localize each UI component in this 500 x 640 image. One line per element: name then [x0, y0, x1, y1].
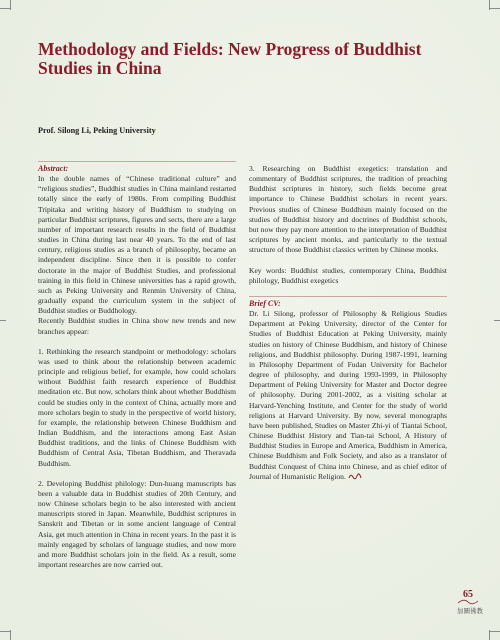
point-2-paragraph: 2. Developing Buddhist philology: Dun-huang manuscripts has been a valuable data in Buddhist studies of 20th Century, and now Chinese scholars begin to be also interested with ancient manuscripts stored in Japan. Meanwhile, Buddhist scriptures in Sanskrit and Tibetan or in some ancient language of Central Asia, get much attention in China in recent years. In the past it is mainly engaged by scholars of language studies, and now more and more Buddhist scholars join in the field. As a result, some important researches are now carried out.: [38, 478, 236, 570]
crop-mark: [10, 0, 11, 10]
point-3-paragraph: 3. Researching on Buddhist exegetics: translation and commentary of Buddhist scriptures, the tradition of preaching Buddhist scriptures in history, such fields become great importance to Chinese Buddhist scholars in recent years. Previous studies of Chinese Buddhism mainly focused on the studies of Buddhist history and doctrines of Buddhist schools, but now they pay more attention to the interpretation of Buddhist scriptures by ancient monks, and particularly to the textual structure of those Buddhist classics written by Chinese monks.: [249, 164, 447, 255]
footer-logo-text: 加圖佛教: [457, 607, 483, 615]
end-mark-icon: [348, 472, 362, 480]
crop-mark: [490, 631, 500, 632]
abstract-paragraph: In the double names of “Chinese traditional culture” and “religious studies”, Buddhist studies in China mainland restarted totally since the early of 1980s. From compiling Buddhist Tripitaka and writing history of Buddhism to studying on particular Buddhist scriptures, figures and sects, there are a large number of important research results in the field of Buddhist studies in China during last near 40 years. To the end of last century, religious studies as a branch of philosophy, became an independent discipline. Since then it is possible to confer doctorate in the major of Buddhist Studies, and professional training in this field in Chinese universities has a rapid growth, such as Peking University and Renmin University of China, gradually expand the curriculum system in the subject of Buddhist studies or Buddhology.: [38, 174, 236, 316]
cv-heading: Brief CV:: [249, 299, 281, 308]
section-rule: [38, 161, 236, 162]
crop-mark: [0, 320, 6, 321]
cv-paragraph: [249, 309, 447, 482]
crop-mark: [0, 631, 10, 632]
point-1-paragraph: 1. Rethinking the research standpoint or methodology: scholars was used to think about the relationship between academic principle and religious belief, for example, how could scholars without Buddhist faith research experience of Buddhist meditation etc. But now, scholars think about whether Buddhism could be studies only in the context of China, actually more and more scholars begin to study in the perspective of world history, for example, the relationship between Chinese Buddhism and Indian Buddhism, and the interactions among East Asian Buddhist traditions, and the links of Chinese Buddhism with Buddhism of Central Asia, Tibetan Buddhism, and Theravada Buddhism.: [38, 346, 236, 468]
abstract-heading: Abstract:: [38, 164, 69, 173]
page-ornament-icon: [456, 598, 480, 606]
crop-mark: [10, 630, 11, 640]
article-title: [38, 40, 468, 78]
crop-mark: [489, 630, 490, 640]
title-line-1: Methodology and Fields: New Progress of Buddhist: [38, 39, 422, 59]
page-number: 65: [463, 589, 473, 600]
author-line: Prof. Silong Li, Peking University: [38, 126, 156, 135]
keywords-paragraph: Key words: Buddhist studies, contemporary China, Buddhist philology, Buddhist exegetics: [249, 265, 447, 285]
title-line-2: Studies in China: [38, 58, 162, 78]
section-rule: [249, 296, 447, 297]
crop-mark: [0, 8, 10, 9]
crop-mark: [489, 0, 490, 10]
crop-mark: [490, 8, 500, 9]
left-column: [38, 161, 236, 570]
right-column: [249, 164, 447, 482]
abstract-trends-paragraph: Recently Buddhist studies in China show new trends and new branches appear:: [38, 316, 236, 336]
cv-text: Dr. Li Silong, professor of Philosophy & Religious Studies Department at Peking University, director of the Center for Studies of Buddhist Education at Peking University, mainly studies on history of Chinese Buddhism, and history of Chinese religions, and Buddhist philosophy. During 1987-1991, learning in Philosophy Department of Fudan University for Bachelor degree of philosophy, and during 1993-1999, in Philosophy Department of Peking University for Master and Doctor degree of philosophy. During 2001-2002, as a visiting scholar at Harvard-Yenching Institute, and Center for the study of world religions at Harvard University. By now, several monographs have been published, Studies on Master Zhi-yi of Tiantai School, Chinese Buddhist History and Tian-tai School, A History of Buddhist Studies in Europe and America, Buddhism in America, Chinese Buddhism and Folk Society, and also as a translator of Buddhist Conquest of China into Chinese, and as chief editor of Journal of Humanistic Religion.: [249, 309, 447, 481]
crop-mark: [494, 320, 500, 321]
